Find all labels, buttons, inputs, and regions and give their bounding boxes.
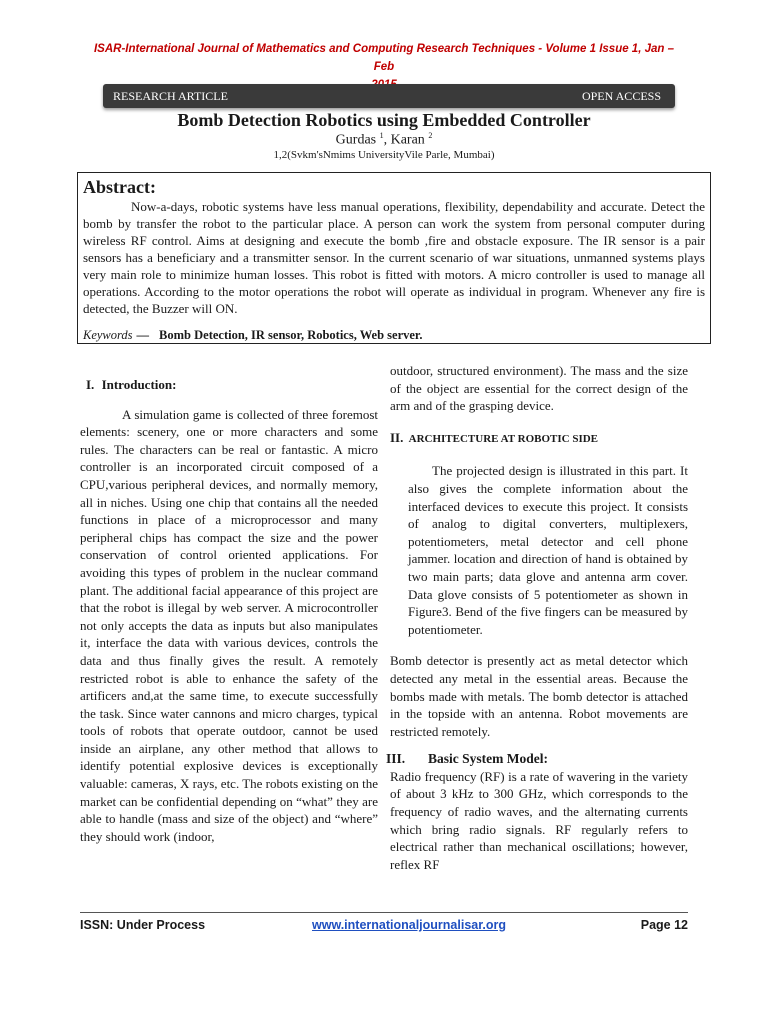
section-number: II. — [390, 429, 404, 445]
author-2: Karan — [390, 132, 425, 148]
page-number: Page 12 — [640, 918, 688, 932]
author-separator: , — [383, 132, 391, 148]
abstract-text: Now-a-days, robotic systems have less manual operations, flexibility, dependability and accurate. Detect the bomb by transfer the robot to the particular place. A person can work the system from personal computer during wireless RF control. Aims at designing and execute the bomb ,fire and obstacle exposure. The IR sensor is a pair sensors has a beneficiary and a transmitter sensor. In the current scenario of war situations, unmanned systems plays very main role to minimize human losses. This robot is fitted with motors. A micro controller is used to manage all operations. According to the motor operations the robot will operate as individual in program. Whenever any fire is detected, the Buzzer will ON. — [83, 199, 705, 316]
open-access-label: OPEN ACCESS — [581, 89, 661, 103]
basic-system-paragraph: Radio frequency (RF) is a rate of wavering in the variety of about 3 kHz to 300 GHz, which corresponds to the frequency of radio waves, and the alternating currents which bring radio signals. RF regularly refers to electrical rather than mechanical oscillations; however, reflex RF — [390, 768, 688, 872]
section-heading-introduction — [86, 376, 378, 394]
author-1: Gurdas — [335, 132, 377, 148]
section-title: ARCHITECTURE AT ROBOTIC SIDE — [408, 432, 599, 445]
section-heading-basic-system-model — [386, 750, 688, 768]
paper-title: Bomb Detection Robotics using Embedded Controller — [177, 110, 591, 130]
keywords-values: Bomb Detection, IR sensor, Robotics, Web server. — [159, 328, 423, 342]
architecture-paragraph-1: The projected design is illustrated in this part. It also gives the complete information about the interfaced devices to execute this project. It consists of analog to digital converters, multiplexers, potentiometers, metal detector and cell phone jammer. location and direction of hand is obtained by two main parts; data glove and antenna arm cover. Data glove consists of 5 potentiometer as shown in Figure3. Bend of the five fingers can be measured by potentiometer. — [408, 463, 688, 637]
introduction-continued-paragraph: outdoor, structured environment). The mass and the size of the object are essential for the correct design of the arm and of the grasping device. — [390, 363, 688, 414]
footer-divider — [80, 912, 688, 913]
journal-website-link[interactable]: www.internationaljournalisar.org — [312, 918, 507, 932]
affiliation: 1,2(Svkm'sNmims UniversityVile Parle, Mumbai) — [273, 149, 495, 161]
section-number: I. — [86, 377, 95, 392]
abstract-heading: Abstract: — [83, 177, 156, 197]
keywords-dash: — — [136, 328, 150, 342]
architecture-paragraph-2: Bomb detector is presently act as metal detector which detected any metal in the essential areas. Because the bombs made with metals. The bomb detector is attached in the topside with an antenna. Robot movements are restricted remotely. — [390, 653, 688, 739]
section-title: Basic System Model: — [428, 751, 548, 767]
research-article-label: RESEARCH ARTICLE — [113, 89, 228, 103]
journal-title-line: ISAR-International Journal of Mathematics and Computing Research Techniques - Volume 1 Issue 1, Jan – Feb — [93, 43, 675, 73]
section-heading-architecture — [390, 429, 688, 449]
section-number: III. — [386, 751, 406, 767]
article-type-bar — [103, 84, 675, 108]
page-footer — [80, 918, 688, 938]
keywords-label: Keywords — [83, 328, 133, 342]
footer-issn: ISSN: Under Process — [80, 918, 206, 932]
keywords-row — [83, 328, 422, 343]
section-title: Introduction: — [101, 377, 177, 392]
abstract-box — [77, 172, 711, 344]
authors — [80, 131, 688, 149]
author-1-affil: 1 — [379, 131, 384, 140]
author-2-affil: 2 — [428, 131, 433, 140]
right-column — [386, 362, 688, 873]
left-column — [80, 372, 378, 845]
introduction-paragraph: A simulation game is collected of three foremost elements: scenery, one or more characters and some rules. The characters can be real or fantastic. A micro controller is an incorporated circuit composed of a CPU,various peripheral devices, and normally memory, all in niches. Using one chip that contains all the needed functions in place of a microprocessor and many peripheral chips has compact the size and the power conservation of control oriented applications. For avoiding this types of problem in the nuclear command plant. The additional facial appearance of this project are that the robot is illegal by web server. A microcontroller not only accepts the data as inputs but also manipulates it, interface the data with various devices, controls the data and thus finally gives the result. A remotely restricted robot is able to enhance the safety of the artificers and,at the same time, to execute successfully the task. Since water cannons and micro charges, typical tools of robots that operate outdoor, cannot be used inside an airplane, any other method that allows to identify potential explosive devices is exceptionally valuable: cameras, X rays, etc. The robots existing on the market can be confidential depending on “what” they are able to handle (mass and size of the object) and “where” they should work (indoor, — [80, 406, 378, 844]
